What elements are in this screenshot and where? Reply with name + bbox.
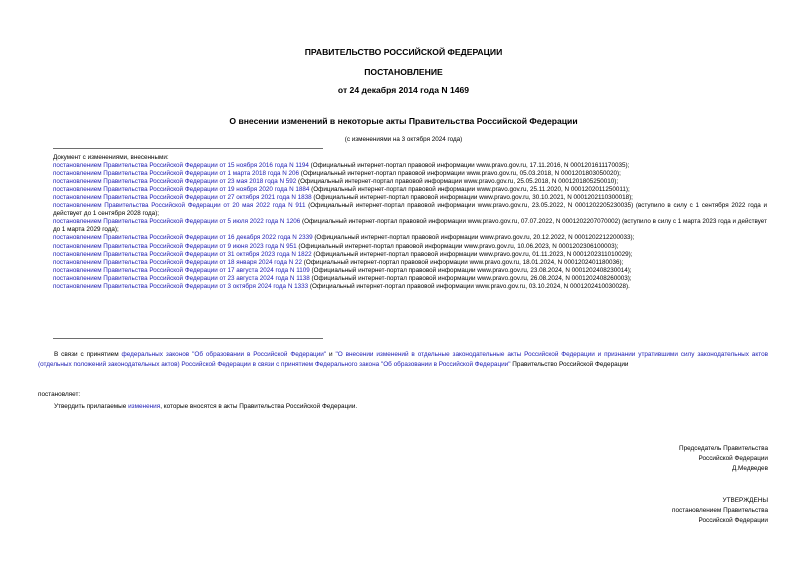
change-item <box>53 259 767 267</box>
signature-org: Российской Федерации <box>698 455 768 463</box>
change-items <box>53 162 767 291</box>
change-item-link[interactable]: постановлением Правительства Российской Федерации от 15 ноября 2016 года N 1194 <box>53 162 309 170</box>
changes-intro: Документ с изменениями, внесенными: <box>53 154 169 161</box>
approval-text-b: , которые вносятся в акты Правительства Российской Федерации. <box>160 403 358 410</box>
changes-link[interactable]: изменения <box>128 403 161 410</box>
change-item-source: (Официальный интернет-портал правовой информации www.pravo.gov.ru, 25.11.2020, N 0001202011250011); <box>309 186 630 194</box>
change-item <box>53 243 767 251</box>
preamble-text-b: и <box>326 351 336 358</box>
change-item <box>53 275 767 283</box>
document-date-number: от 24 декабря 2014 года N 1469 <box>337 85 470 95</box>
approved-by: постановлением Правительства <box>672 507 768 515</box>
approval-paragraph <box>38 402 768 412</box>
change-item-link[interactable]: постановлением Правительства Российской Федерации от 18 января 2024 года N 22 <box>53 258 303 266</box>
change-item-source: (Официальный интернет-портал правовой информации www.pravo.gov.ru, 26.08.2024, N 0001202408260003); <box>309 274 632 282</box>
change-item-link[interactable]: постановлением Правительства Российской Федерации от 1 марта 2018 года N 206 <box>53 170 300 178</box>
document-type: ПОСТАНОВЛЕНИЕ <box>364 67 443 77</box>
change-item-source: (Официальный интернет-портал правовой информации www.pravo.gov.ru, 01.11.2023, N 0001202311010029); <box>311 250 633 258</box>
preamble-paragraph <box>38 350 768 370</box>
change-item <box>53 170 767 178</box>
preamble-text-c: Правительство Российской Федерации <box>510 361 629 369</box>
change-item-link[interactable]: постановлением Правительства Российской Федерации от 31 октября 2023 года N 1822 <box>53 250 312 258</box>
change-item-source: (Официальный интернет-портал правовой информации www.pravo.gov.ru, 18.01.2024, N 0001202401180036); <box>302 258 624 266</box>
change-item <box>53 283 767 291</box>
amendments-law-link[interactable]: "О внесении изменений в отдельные законодательные акты Российской Федерации и признании утратившими силу законодательных актов (отдельных положений законодательных актов) Российской Федерации в связи с принятием Федерального закона "Об образовании в Российской Федерации" <box>38 351 769 369</box>
change-item-link[interactable]: постановлением Правительства Российской Федерации от 19 ноября 2020 года N 1884 <box>53 186 310 194</box>
change-item-link[interactable]: постановлением Правительства Российской Федерации от 27 октября 2021 года N 1838 <box>53 194 312 202</box>
change-item-link[interactable]: постановлением Правительства Российской Федерации от 17 августа 2024 года N 1109 <box>53 266 310 274</box>
change-item-link[interactable]: постановлением Правительства Российской Федерации от 16 декабря 2022 года N 2339 <box>53 234 313 242</box>
approved-title: УТВЕРЖДЕНЫ <box>722 497 768 504</box>
change-item-link[interactable]: постановлением Правительства Российской Федерации от 20 мая 2022 года N 911 <box>53 202 306 210</box>
change-item-source: (Официальный интернет-портал правовой информации www.pravo.gov.ru, 25.05.2018, N 0001201805250010); <box>296 178 619 186</box>
change-item <box>53 202 767 218</box>
approved-org: Российской Федерации <box>698 517 768 525</box>
change-item-source: (Официальный интернет-портал правовой информации www.pravo.gov.ru, 30.10.2021, N 0001202110300018); <box>311 194 633 202</box>
change-item <box>53 178 767 186</box>
change-item-source: (Официальный интернет-портал правовой информации www.pravo.gov.ru, 17.11.2016, N 0001201611170035); <box>308 162 630 170</box>
change-item <box>53 162 767 170</box>
change-item-source: (Официальный интернет-портал правовой информации www.pravo.gov.ru, 07.07.2022, N 0001202207070002) (вступило в силу с 1 марта 2023 года и действует до 1 марта 2029 года); <box>53 218 767 234</box>
change-item <box>53 234 767 242</box>
federal-laws-link[interactable]: федеральных законов "Об образовании в Российской Федерации" <box>121 351 327 358</box>
revision-note: (с изменениями на 3 октября 2024 года) <box>344 136 463 143</box>
change-item-link[interactable]: постановлением Правительства Российской Федерации от 5 июля 2022 года N 1206 <box>53 218 301 226</box>
signature-block <box>568 444 768 475</box>
change-item-source: (Официальный интернет-портал правовой информации www.pravo.gov.ru, 23.08.2024, N 0001202408230014); <box>309 266 632 274</box>
change-item-source: (Официальный интернет-портал правовой информации www.pravo.gov.ru, 05.03.2018, N 0001201803050020); <box>299 170 621 178</box>
government-heading: ПРАВИТЕЛЬСТВО РОССИЙСКОЙ ФЕДЕРАЦИИ <box>304 47 503 57</box>
change-item-source: (Официальный интернет-портал правовой информации www.pravo.gov.ru, 10.06.2023, N 0001202306100003); <box>296 242 619 250</box>
decree-word: постановляет: <box>38 391 81 398</box>
bottom-divider <box>53 338 323 339</box>
signature-position: Председатель Правительства <box>679 445 768 452</box>
change-item-link[interactable]: постановлением Правительства Российской Федерации от 9 июня 2023 года N 951 <box>53 242 297 250</box>
change-item-source: (Официальный интернет-портал правовой информации www.pravo.gov.ru, 23.05.2022, N 0001202205230035) (вступило в силу с 1 сентября 2022 года и действует до 1 сентября 2028 года); <box>53 202 767 218</box>
change-item <box>53 251 767 259</box>
document-title: О внесении изменений в некоторые акты Правительства Российской Федерации <box>229 116 578 126</box>
approved-block <box>568 496 768 527</box>
change-item <box>53 267 767 275</box>
signature-name: Д.Медведев <box>731 465 768 473</box>
change-item-link[interactable]: постановлением Правительства Российской Федерации от 3 октября 2024 года N 1333 <box>53 282 309 290</box>
change-item <box>53 218 767 234</box>
top-divider <box>53 148 323 149</box>
change-item-source: (Официальный интернет-портал правовой информации www.pravo.gov.ru, 20.12.2022, N 0001202212200033); <box>312 234 635 242</box>
preamble-text-a: В связи с принятием <box>54 351 122 358</box>
change-item-link[interactable]: постановлением Правительства Российской Федерации от 23 мая 2018 года N 592 <box>53 178 297 186</box>
change-item-source: (Официальный интернет-портал правовой информации www.pravo.gov.ru, 03.10.2024, N 0001202410030028). <box>308 282 630 290</box>
changes-list <box>53 154 767 291</box>
change-item-link[interactable]: постановлением Правительства Российской Федерации от 23 августа 2024 года N 1138 <box>53 274 310 282</box>
approval-text-a: Утвердить прилагаемые <box>54 403 129 410</box>
